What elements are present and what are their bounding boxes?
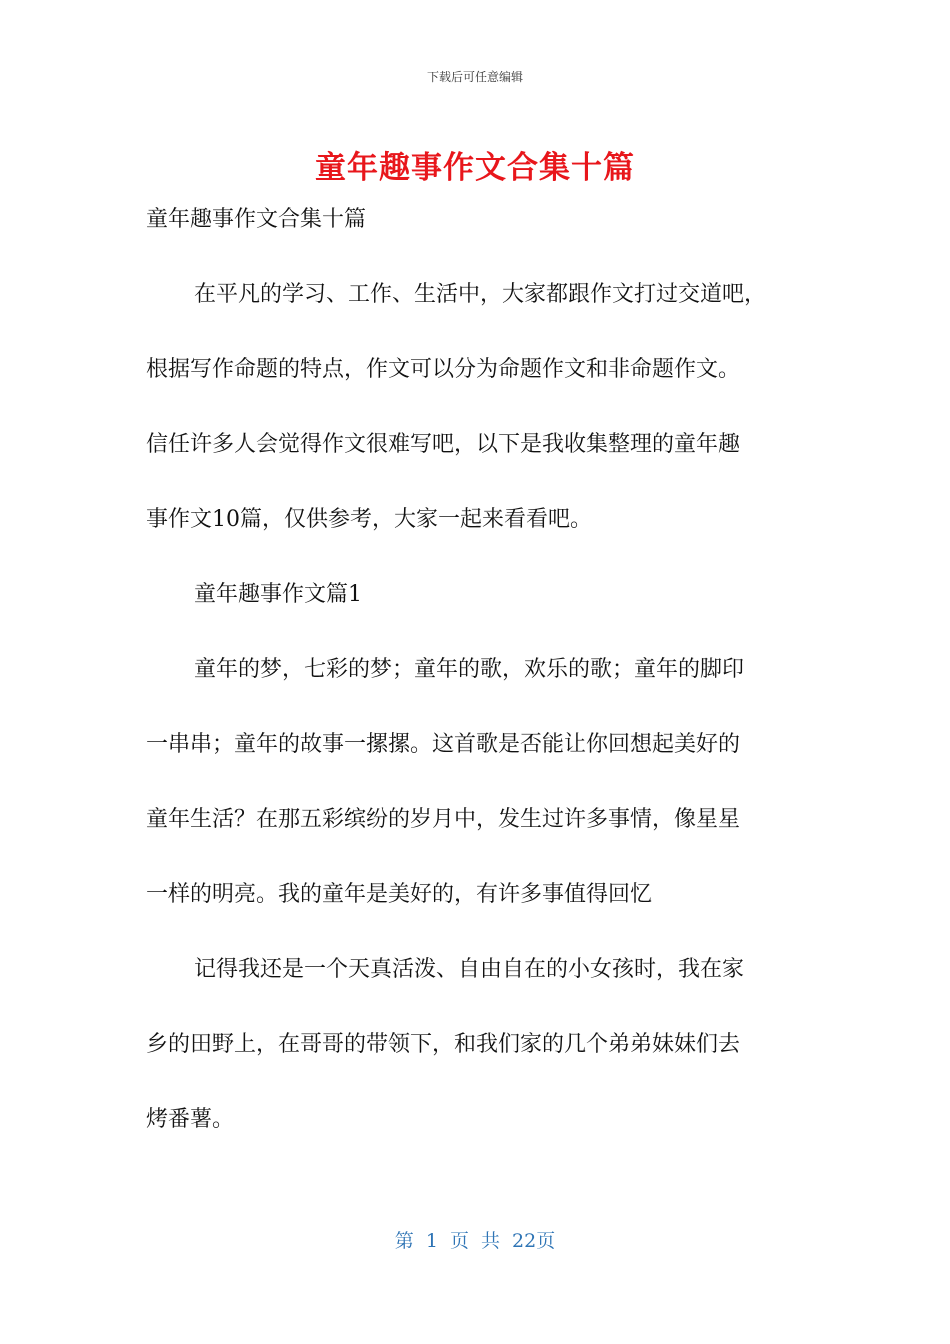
paragraph-line: 童年的梦，七彩的梦；童年的歌，欢乐的歌；童年的脚印	[194, 657, 745, 682]
section-heading: 童年趣事作文篇1	[194, 582, 362, 607]
subtitle-line: 童年趣事作文合集十篇	[146, 207, 367, 232]
page-indicator: 第 1 页 共 22页	[394, 1230, 556, 1252]
paragraph-line: 烤番薯。	[146, 1107, 235, 1132]
document-title: 童年趣事作文合集十篇	[315, 150, 635, 186]
paragraph-line: 记得我还是一个天真活泼、自由自在的小女孩时，我在家	[194, 957, 745, 982]
paragraph-line: 童年生活？在那五彩缤纷的岁月中，发生过许多事情，像星星	[146, 807, 741, 832]
paragraph-line: 一样的明亮。我的童年是美好的，有许多事值得回忆	[146, 882, 653, 907]
paragraph-line: 信任许多人会觉得作文很难写吧，以下是我收集整理的童年趣	[146, 432, 741, 457]
paragraph-line: 事作文10篇，仅供参考，大家一起来看看吧。	[146, 507, 592, 532]
paragraph-line: 根据写作命题的特点，作文可以分为命题作文和非命题作文。	[146, 357, 741, 382]
document-body	[146, 200, 806, 1175]
paragraph-line: 一串串；童年的故事一摞摞。这首歌是否能让你回想起美好的	[146, 732, 741, 757]
header-note: 下载后可任意编辑	[426, 70, 523, 84]
paragraph-line: 乡的田野上，在哥哥的带领下，和我们家的几个弟弟妹妹们去	[146, 1032, 741, 1057]
paragraph-line: 在平凡的学习、工作、生活中，大家都跟作文打过交道吧，	[194, 282, 767, 307]
